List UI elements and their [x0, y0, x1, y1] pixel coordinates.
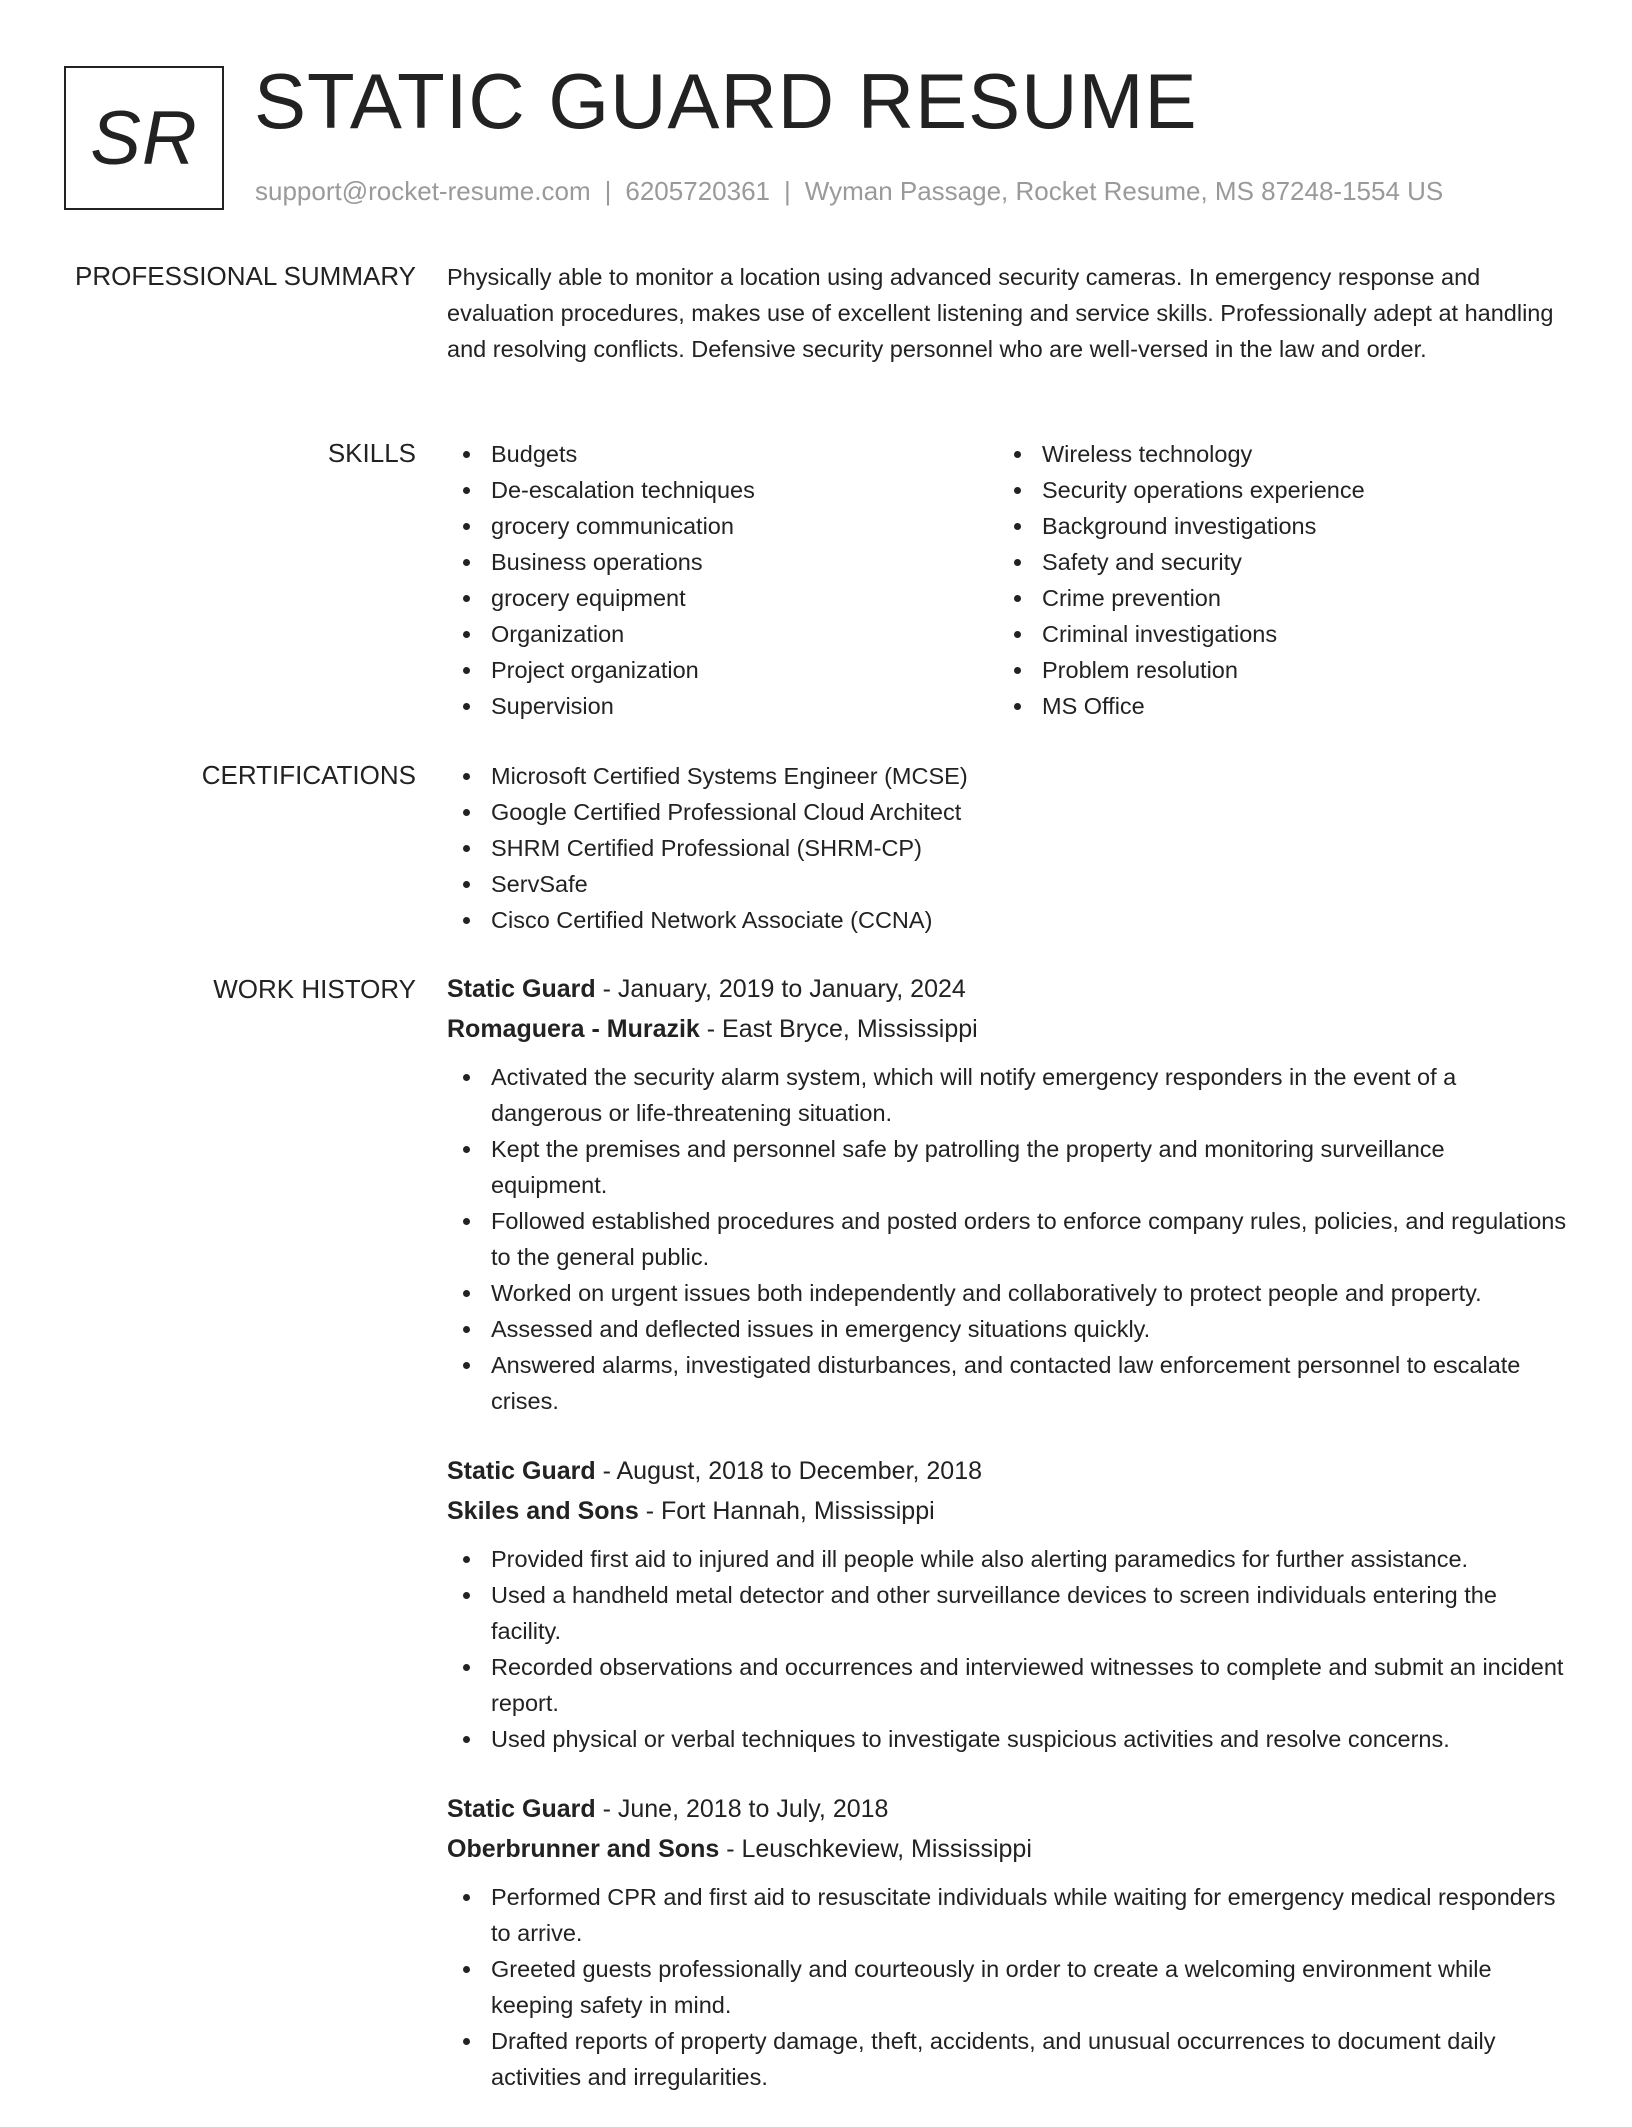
list-item: Business operations	[447, 544, 967, 580]
list-item: Used a handheld metal detector and other surveillance devices to screen individuals entering the facility.	[447, 1577, 1567, 1649]
job-title-line	[447, 1789, 1567, 1829]
job-title: Static Guard	[447, 1795, 596, 1823]
list-item: Drafted reports of property damage, theft, accidents, and unusual occurrences to document daily activities and irregularities.	[447, 2023, 1567, 2095]
list-item: ServSafe	[447, 866, 1567, 902]
job-dates: - June, 2018 to July, 2018	[595, 1795, 889, 1823]
section-label-summary: PROFESSIONAL SUMMARY	[75, 261, 416, 291]
job-entry	[447, 1789, 1567, 2095]
job-company: Oberbrunner and Sons	[447, 1835, 720, 1863]
job-entry	[447, 1451, 1567, 1757]
list-item: Followed established procedures and posted orders to enforce company rules, policies, and regulations to the general public.	[447, 1203, 1567, 1275]
list-item: Kept the premises and personnel safe by patrolling the property and monitoring surveillance equipment.	[447, 1131, 1567, 1203]
list-item: Activated the security alarm system, which will notify emergency responders in the event of a dangerous or life-threatening situation.	[447, 1059, 1567, 1131]
list-item: Cisco Certified Network Associate (CCNA)	[447, 902, 1567, 938]
list-item: Project organization	[447, 652, 967, 688]
list-item: De-escalation techniques	[447, 472, 967, 508]
list-item: SHRM Certified Professional (SHRM-CP)	[447, 830, 1567, 866]
list-item: Organization	[447, 616, 967, 652]
list-item: Safety and security	[998, 544, 1518, 580]
list-item: Answered alarms, investigated disturbances, and contacted law enforcement personnel to escalate crises.	[447, 1347, 1567, 1419]
list-item: Criminal investigations	[998, 616, 1518, 652]
list-item: Wireless technology	[998, 436, 1518, 472]
list-item: Supervision	[447, 688, 967, 724]
list-item: grocery equipment	[447, 580, 967, 616]
section-label-work-history: WORK HISTORY	[213, 974, 416, 1004]
contact-address: Wyman Passage, Rocket Resume, MS 87248-1554 US	[804, 176, 1444, 206]
job-company-line	[447, 1491, 1567, 1531]
job-title-line	[447, 1451, 1567, 1491]
job-location: - Leuschkeview, Mississippi	[719, 1835, 1032, 1863]
list-item: Problem resolution	[998, 652, 1518, 688]
work-history-list	[447, 969, 1567, 2127]
skills-column-right	[998, 436, 1518, 724]
job-title: Static Guard	[447, 1457, 596, 1485]
job-location: - Fort Hannah, Mississippi	[638, 1497, 935, 1525]
list-item: Google Certified Professional Cloud Architect	[447, 794, 1567, 830]
job-title-line	[447, 969, 1567, 1009]
job-company-line	[447, 1829, 1567, 1869]
contact-email: support@rocket-resume.com	[255, 176, 591, 206]
list-item: grocery communication	[447, 508, 967, 544]
section-label-skills: SKILLS	[327, 438, 416, 468]
list-item: Provided first aid to injured and ill people while also alerting paramedics for further assistance.	[447, 1541, 1567, 1577]
job-bullets	[447, 1541, 1567, 1757]
skills-column-left	[447, 436, 967, 724]
job-title: Static Guard	[447, 975, 596, 1003]
list-item: Security operations experience	[998, 472, 1518, 508]
list-item: Assessed and deflected issues in emergency situations quickly.	[447, 1311, 1567, 1347]
list-item: Performed CPR and first aid to resuscitate individuals while waiting for emergency medical responders to arrive.	[447, 1879, 1567, 1951]
contact-phone: 6205720361	[625, 176, 770, 206]
job-company: Romaguera - Murazik	[447, 1015, 700, 1043]
summary-text: Physically able to monitor a location using advanced security cameras. In emergency response and evaluation procedures, makes use of excellent listening and service skills. Professionally adept at handling and resolving conflicts. Defensive security personnel who are well-versed in the law and order.	[447, 264, 1554, 362]
section-label-certifications: CERTIFICATIONS	[201, 760, 416, 790]
initials-monogram: SR	[64, 66, 224, 210]
job-entry	[447, 969, 1567, 1419]
contact-separator: |	[604, 176, 612, 206]
job-company: Skiles and Sons	[447, 1497, 639, 1525]
list-item: Background investigations	[998, 508, 1518, 544]
list-item: Used physical or verbal techniques to investigate suspicious activities and resolve concerns.	[447, 1721, 1567, 1757]
list-item: Greeted guests professionally and courteously in order to create a welcoming environment while keeping safety in mind.	[447, 1951, 1567, 2023]
job-location: - East Bryce, Mississippi	[699, 1015, 978, 1043]
job-dates: - January, 2019 to January, 2024	[595, 975, 966, 1003]
contact-separator: |	[784, 176, 791, 206]
certifications-list	[447, 758, 1567, 938]
list-item: Crime prevention	[998, 580, 1518, 616]
resume-title: STATIC GUARD RESUME	[254, 57, 1198, 145]
job-bullets	[447, 1059, 1567, 1419]
list-item: Worked on urgent issues both independently and collaboratively to protect people and property.	[447, 1275, 1567, 1311]
list-item: Recorded observations and occurrences and interviewed witnesses to complete and submit an incident report.	[447, 1649, 1567, 1721]
list-item: MS Office	[998, 688, 1518, 724]
contact-line	[255, 174, 1443, 208]
list-item: Microsoft Certified Systems Engineer (MCSE)	[447, 758, 1567, 794]
job-company-line	[447, 1009, 1567, 1049]
job-dates: - August, 2018 to December, 2018	[595, 1457, 983, 1485]
list-item: Budgets	[447, 436, 967, 472]
job-bullets	[447, 1879, 1567, 2095]
